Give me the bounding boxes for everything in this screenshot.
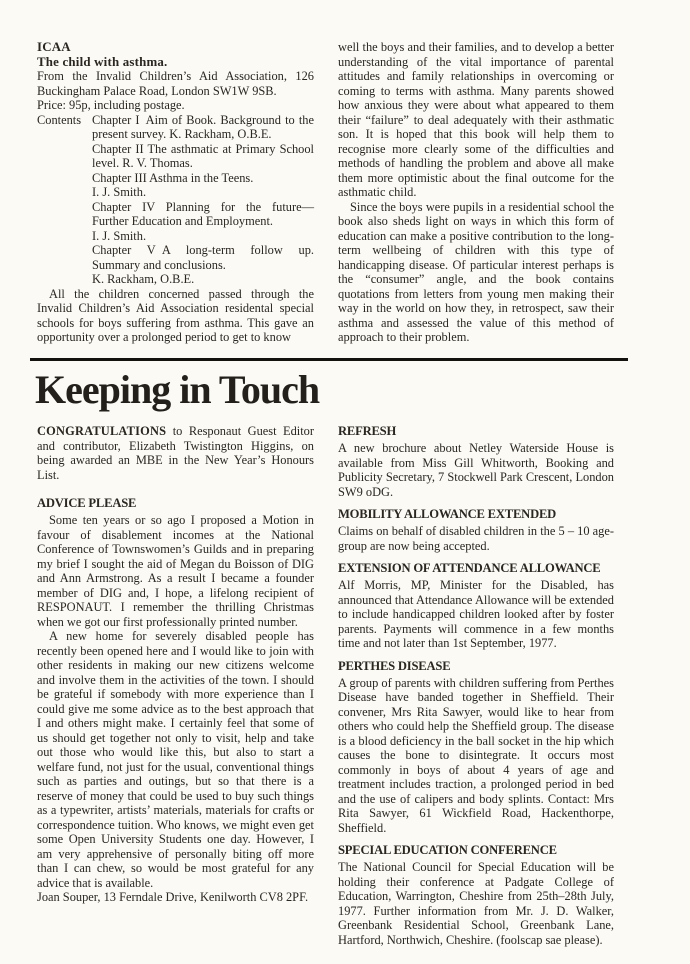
section-heading-perthes-disease: PERTHES DISEASE	[338, 658, 451, 673]
advice-paragraph: Some ten years or so ago I proposed a Motion in favour of disablement incomes at the National Conference of Townswomen’s Guilds and in preparing my brief I sought the aid of Megan du Boisson of DIG and Ann Armstrong. As a result I became a founder member of DIG and, I hope, a lifelong recipient of RESPONAUT. I remember the thrilling Christmas when we got our first professionally printed number.	[37, 513, 314, 629]
section-perthes-disease	[338, 659, 614, 836]
section-body: A new brochure about Netley Waterside House is available from Miss Gill Whitworth, Booking and Publicity Secretary, 7 Stockwell Park Crescent, London SW9 oDG.	[338, 441, 614, 499]
congratulations-text: to Responaut Guest Editor and contributor, Elizabeth Twistington Higgins, on being awarded an MBE in the New Year’s Honours List.	[37, 424, 314, 482]
contents-entries	[92, 113, 314, 287]
kit-right-column	[338, 424, 614, 947]
book-review-left-column	[37, 40, 314, 345]
contents-entry: K. Rackham, O.B.E.	[92, 272, 195, 286]
section-heading-advice-please: ADVICE PLEASE	[37, 496, 137, 510]
review-continuation-paragraph: Since the boys were pupils in a residential school the book also sheds light on ways in which this form of education can make a positive contribution to the long-term wellbeing of children with this type of handicapping disease. Of particular interest perhaps is the “consumer” angle, and the book contains quotations from letters from young men making their way in the world on how they, in retrospect, saw their asthma and assessed the value of this method of approach to their problem.	[338, 199, 614, 344]
book-review-right-column	[338, 40, 614, 345]
contents-entry: Chapter V A long-term follow up. Summary and conclusions.	[92, 243, 314, 272]
contents-entry: I. J. Smith.	[92, 228, 147, 243]
section-body: Alf Morris, MP, Minister for the Disabled, has announced that Attendance Allowance will be extended to include handicapped children looked after by foster parents. Payments will commence in a few months time and not later than 1st September, 1977.	[338, 578, 614, 650]
section-divider-rule	[30, 358, 628, 362]
contents-entry: I. J. Smith.	[92, 185, 147, 199]
contents-entry: Chapter II The asthmatic at Primary School level. R. V. Thomas.	[92, 141, 314, 170]
book-review-section	[37, 40, 616, 345]
congratulations-paragraph	[37, 424, 314, 482]
review-continuation-paragraph: well the boys and their families, and to develop a better understanding of the vital importance of parental attitudes and family relationships in overcoming or coming to terms with asthma. Many parents showed how anxious they were about what appeared to them their “failure” to deal adequately with their asthmatic son. It is hoped that this book will help them to recognise more clearly some of the difficulties and methods of handling the problem and above all make them more optimistic about the final outcome for the asthmatic child.	[338, 40, 614, 199]
section-heading-attendance-allowance: EXTENSION OF ATTENDANCE ALLOWANCE	[338, 561, 601, 575]
org-heading: ICAA	[37, 40, 71, 54]
advice-paragraph: A new home for severely disabled people has recently been opened here and I would like to join with other residents in making our new citizens welcome and involve them in the activities of the town. I should be grateful if somebody with more experience than I could give me some advice as to the best approach that I and others might make. I certainly feel that some of us should get together not only to visit, help and take out those who would like this, but also to start a welfare fund, not just for the usual, conventional things such as parties and outings, but so that there is a reserve of money that could be used to buy such things as a typewriter, artists’ materials, materials for crafts or correspondence tuition. Who knows, we might even get some Open University Students one day. However, I am very apprehensive of personally biting off more than I can chew, so would be most grateful for any advice that is available.	[37, 629, 314, 890]
congratulations-lead: CONGRATULATIONS	[37, 424, 167, 438]
book-price-line: Price: 95p, including postage.	[37, 98, 185, 112]
section-heading-mobility-allowance: MOBILITY ALLOWANCE EXTENDED	[338, 507, 557, 521]
contents-list	[37, 113, 314, 287]
section-mobility-allowance	[338, 507, 614, 553]
contents-entry: Chapter IV Planning for the future— Further Education and Employment.	[92, 199, 314, 228]
section-special-education-conference	[338, 843, 614, 947]
signature-line: Joan Souper, 13 Ferndale Drive, Kenilworth CV8 2PF.	[37, 890, 309, 904]
review-closing-paragraph: All the children concerned passed through the Invalid Children’s Aid Association residental special schools for boys suffering from asthma. This gave an opportunity over a prolonged period to get to know	[37, 286, 314, 344]
section-heading-special-education-conference: SPECIAL EDUCATION CONFERENCE	[338, 843, 557, 857]
section-refresh	[338, 424, 614, 499]
contents-entry: Chapter I Aim of Book. Background to the present survey. K. Rackham, O.B.E.	[92, 112, 314, 141]
book-source-line: From the Invalid Children’s Aid Association, 126 Buckingham Palace Road, London SW1W 9SB.	[37, 69, 314, 98]
keeping-in-touch-section	[37, 424, 616, 947]
section-body: Claims on behalf of disabled children in the 5 – 10 age-group are now being accepted.	[338, 524, 614, 553]
section-body: The National Council for Special Education will be holding their conference at Padgate College of Education, Warrington, Cheshire from 25th–28th July, 1977. Further information from Mr. J. D. Walker, Greenbank Residential School, Greenbank Lane, Hartford, Northwich, Cheshire. (foolscap sae please).	[338, 860, 614, 947]
section-heading-refresh: REFRESH	[338, 424, 397, 438]
section-body: A group of parents with children suffering from Perthes Disease have banded together in Sheffield. Their convener, Mrs Rita Sawyer, would like to hear from others who could help the Sheffield group. The disease is a blood deficiency in the ball socket in the hip which causes the bone to disintegrate. It occurs most commonly in boys of about 4 years of age and treatment includes traction, a prolonged period in bed and the use of calipers and body splints. Contact: Mrs Rita Sawyer, 61 Wickfield Road, Hackenthorpe, Sheffield.	[338, 675, 614, 835]
contents-entry: Chapter III Asthma in the Teens.	[92, 170, 254, 185]
kit-left-column	[37, 424, 314, 947]
contents-label: Contents	[37, 112, 82, 127]
book-title: The child with asthma.	[37, 54, 168, 69]
section-attendance-allowance	[338, 561, 614, 651]
article-title: Keeping in Touch	[35, 367, 320, 412]
